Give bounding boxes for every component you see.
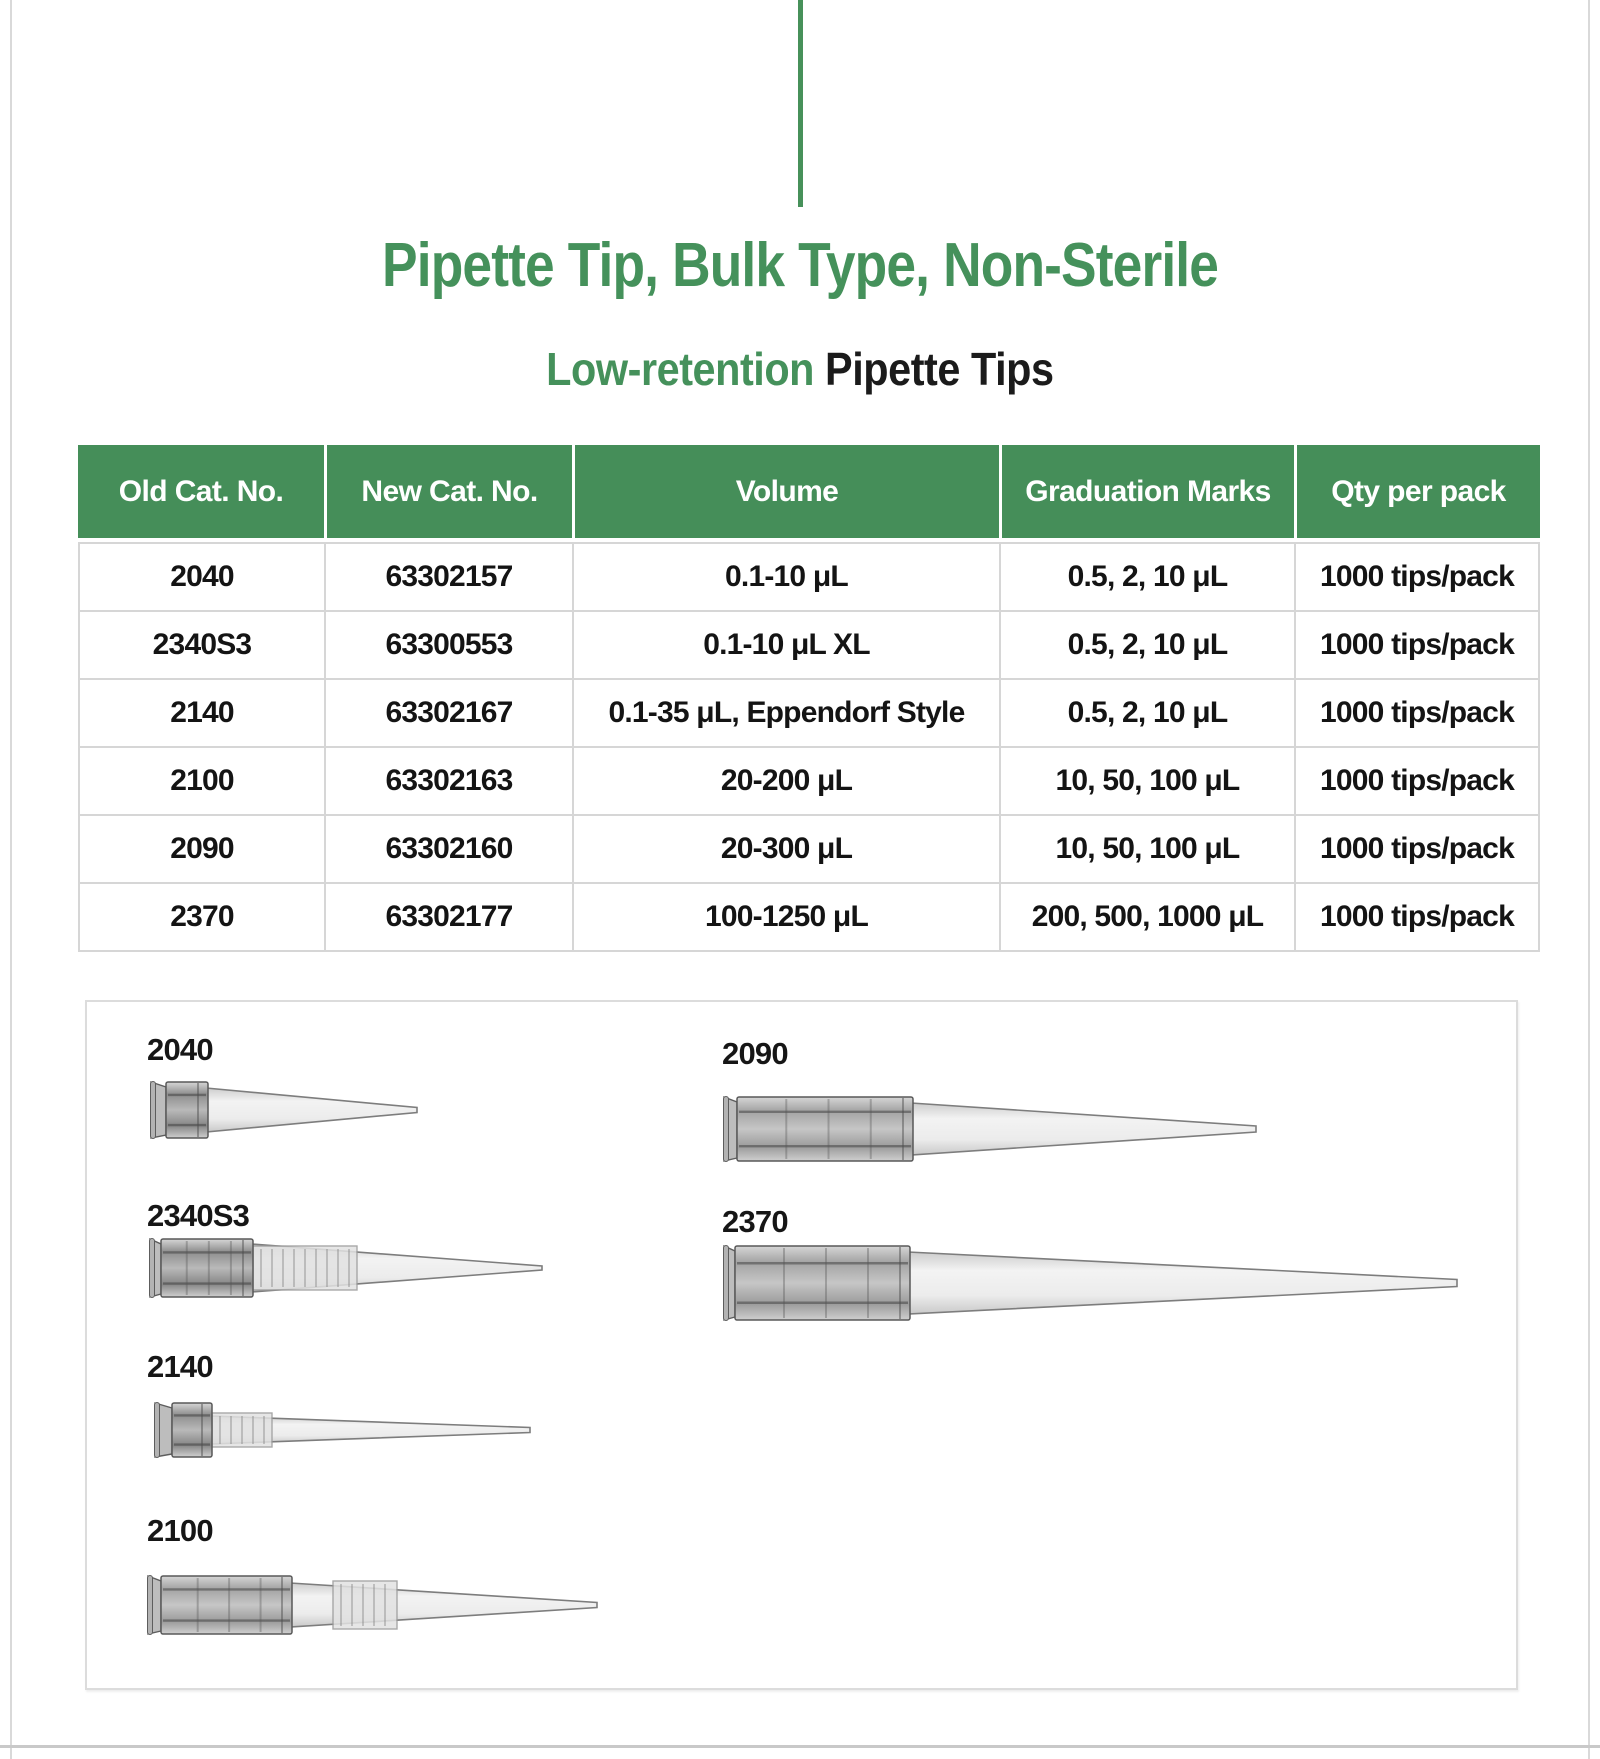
- table-cell: 0.5, 2, 10 μL: [999, 678, 1294, 746]
- table-cell: 0.5, 2, 10 μL: [999, 610, 1294, 678]
- tip-label-2140: 2140: [147, 1349, 213, 1384]
- table-header-row: [78, 445, 1540, 542]
- table-cell: 0.1-10 μL: [572, 542, 999, 610]
- spec-table: [78, 445, 1540, 952]
- table-row: [78, 610, 1540, 678]
- table-cell: 2340S3: [78, 610, 324, 678]
- table-cell: 63300553: [324, 610, 572, 678]
- table-cell: 1000 tips/pack: [1294, 610, 1540, 678]
- subtitle-highlight: Low-retention: [546, 343, 815, 395]
- table-cell: 100-1250 μL: [572, 882, 999, 952]
- table-cell: 1000 tips/pack: [1294, 814, 1540, 882]
- table-cell: 1000 tips/pack: [1294, 678, 1540, 746]
- table-cell: 63302167: [324, 678, 572, 746]
- page-subtitle: [0, 344, 1600, 395]
- page-bottom-rule: [0, 1745, 1600, 1748]
- table-header-cell: Old Cat. No.: [78, 445, 324, 542]
- table-row: [78, 746, 1540, 814]
- table-cell: 0.1-35 μL, Eppendorf Style: [572, 678, 999, 746]
- pipette-image-2090: [723, 1096, 1257, 1162]
- table-cell: 2370: [78, 882, 324, 952]
- table-cell: 63302157: [324, 542, 572, 610]
- pipette-image-2340S3: [149, 1238, 543, 1298]
- table-cell: 0.1-10 μL XL: [572, 610, 999, 678]
- table-header-cell: Graduation Marks: [999, 445, 1294, 542]
- table-cell: 2090: [78, 814, 324, 882]
- table-cell: 1000 tips/pack: [1294, 882, 1540, 952]
- table-row: [78, 882, 1540, 952]
- table-cell: 2100: [78, 746, 324, 814]
- table-row: [78, 542, 1540, 610]
- table-cell: 63302160: [324, 814, 572, 882]
- table-header-cell: Qty per pack: [1294, 445, 1540, 542]
- table-cell: 63302177: [324, 882, 572, 952]
- tip-label-2040: 2040: [147, 1032, 213, 1067]
- table-cell: 2140: [78, 678, 324, 746]
- table-cell: 0.5, 2, 10 μL: [999, 542, 1294, 610]
- tip-label-2100: 2100: [147, 1513, 213, 1548]
- pipette-image-2100: [147, 1575, 598, 1635]
- table-row: [78, 814, 1540, 882]
- table-cell: 2040: [78, 542, 324, 610]
- pipette-image-2140: [154, 1402, 531, 1458]
- tip-label-2340S3: 2340S3: [147, 1198, 250, 1233]
- table-cell: 200, 500, 1000 μL: [999, 882, 1294, 952]
- top-green-divider: [798, 0, 803, 207]
- subtitle-rest: Pipette Tips: [814, 343, 1054, 395]
- table-cell: 1000 tips/pack: [1294, 746, 1540, 814]
- table-row: [78, 678, 1540, 746]
- table-cell: 20-200 μL: [572, 746, 999, 814]
- page-title: Pipette Tip, Bulk Type, Non-Sterile: [381, 231, 1218, 300]
- table-cell: 10, 50, 100 μL: [999, 814, 1294, 882]
- tip-label-2090: 2090: [722, 1036, 788, 1071]
- pipette-image-2040: [150, 1081, 418, 1139]
- table-header-cell: New Cat. No.: [324, 445, 572, 542]
- table-cell: 20-300 μL: [572, 814, 999, 882]
- table-cell: 63302163: [324, 746, 572, 814]
- table-header-cell: Volume: [572, 445, 999, 542]
- table-cell: 10, 50, 100 μL: [999, 746, 1294, 814]
- pipette-image-2370: [723, 1245, 1458, 1321]
- tip-label-2370: 2370: [722, 1204, 788, 1239]
- table-cell: 1000 tips/pack: [1294, 542, 1540, 610]
